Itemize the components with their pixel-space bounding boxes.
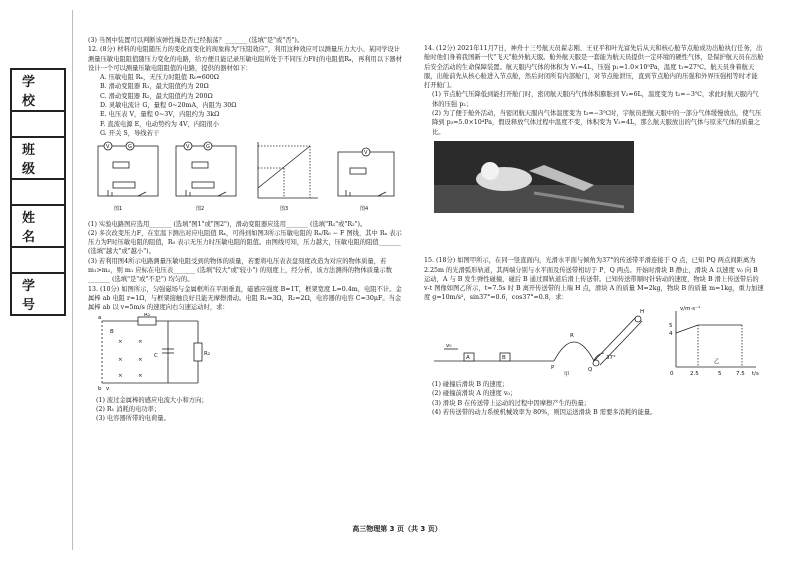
class-label: 班 级: [12, 138, 64, 180]
q12-figures: [88, 138, 406, 216]
v0-label: v₀: [446, 342, 452, 349]
q15-part: (4) 若传送带的动力系统机械效率为 80%，则因运送滑块 B 需要多消耗的能量。: [432, 408, 657, 416]
q15-part: (2) 碰撞前滑块 A 的速度 v₀；: [432, 390, 517, 398]
name-label: 姓 名: [12, 206, 64, 248]
q14-stem: 14. (12分) 2021年11月7日，神舟十三号航天员翟志刚、王亚平和叶光富先后从天和核心舱节点舱成功出舱执行任务，出舱时他们身着我国新一代"飞天"舱外航天服。舱外航天服是一套能为航天员提供一定环境的硬性气体，是保护航天员在出舱后安全活动的生命保障装置。航天服内气体的体积为 V₁=4L，压强 p₁=1.0×10⁵Pa，温度 t₁=27℃。航天员身着航天服，出舱前先从核心舱进入节点舱，然后封闭所有内部舱门，对节点舱泄压，直到节点舱内的压强和外界压强相等时才能打开舱门。: [424, 45, 764, 90]
q13-part: (2) R₁ 消耗的电功率；: [96, 406, 161, 414]
graph-tick-x: 2.5: [690, 370, 699, 377]
right-column: [424, 44, 764, 417]
q11-part3: (3) 当图中装置可以判断该弹性绳是否已经振荡？_______ (选填"是"或"否")。: [88, 37, 304, 44]
q15-stem: 15. (18分) 如图甲所示，在同一竖直面内，光滑水平面与倾角为37°的传送带平滑连接于 Q 点，已知 PQ 两点间距离为 2.25m 的光滑弧形轨道，其两端分别与水平面及传送带相切于 P、Q 两点。开始时滑块 B 静止，滑块 A 以速度 v₀ 向 B 运动，A 与 B 发生弹性碰撞，碰后 B 通过圆轨道后滑上传送带。已知传送带顺时针转动的速度，物块 B 滑上传送带后的 v-t 图像如图乙所示，t=7.5s 时 B 离开传送带的上端 H 点，滑块 A 的质量 M=2kg，物块 B 的质量 m=1kg，重力加速度 g=10m/s²，sin37°=0.6，cos37°=0.8，求：: [424, 257, 764, 302]
binding-line: [72, 10, 73, 550]
q15-part: (1) 碰撞后滑块 B 的速度；: [432, 381, 509, 389]
q12-option: F. 直流电源 E，电动势约为 4V，内阻很小: [100, 120, 219, 128]
graph-ylabel: v/m·s⁻¹: [680, 305, 701, 312]
fig3-label: 图3: [280, 206, 289, 213]
q12-option: G. 开关 S，导线若干: [100, 129, 160, 137]
q12-option: A. 压敏电阻 Rₓ，无压力时阻值 R₀=600Ω: [100, 74, 220, 82]
q12-part2: (2) 多次改变压力F，在室温下测出对应电阻值 Rₓ，可得到如图3所示压敏电阻的 Rₓ/R₀ − F 图线，其中 Rₓ 表示压力为F时压敏电阻的阻值，R₀ 表示无压力时压敏电阻的阻值。由图线可知，压力越大，压敏电阻的阻值_______ (选填"越大"或"越小")。: [88, 229, 402, 256]
q12-stem: 12. (8分) 材料的电阻随压力的变化而变化的现象称为"压阻效应"，利用这种效应可以测量压力大小。某同学设计测量压敏电阻阻值随压力变化的电路，给方便且能记录压敏电阻所处于不同压力F时的电阻值Rₓ，再利用以下器材设计一个可以测量压敏电阻阻值的电路，提供的器材如下：: [88, 46, 403, 72]
q12-option: C. 滑动变阻器 R₂，最大阻值约为 200Ω: [100, 92, 213, 100]
q14-part: (2) 为了便于舱外活动，当密闭航天服内气体温度变为 t₃=−3℃时，宇航员把航天服中的一部分气体缓慢放出，使气压降到 p₃=5.0×10⁴Pa，假设释放气体过程中温度不变，体积变为 V₃=4L，那么航天服放出的气体与原来气体的质量之比。: [432, 110, 762, 136]
terminal-b-label: b: [98, 385, 102, 392]
cross-mark: ×: [118, 338, 123, 345]
velocity-label: v: [106, 385, 110, 392]
galvanometer-symbol: G: [128, 144, 132, 151]
school-blank: [12, 112, 64, 138]
q15-part: (3) 滑块 B 在传送带上运动的过程中因摩擦产生的热量；: [432, 399, 591, 407]
class-blank: [12, 180, 64, 206]
graph-xlabel: t/s: [752, 370, 759, 377]
r1-label: R₁: [144, 312, 151, 318]
fig-jia-label: 甲: [564, 371, 570, 377]
capacitor-label: C: [154, 352, 158, 359]
q14-part: (1) 节点舱气压降低到能打开舱门时，密闭航天服内气体体积膨胀到 V₂=6L，温度变为 t₂=−3℃，求此时航天服内气体的压强 p₂；: [432, 91, 759, 108]
graph-tick-x: 5: [718, 370, 722, 377]
block-b-label: B: [502, 354, 506, 361]
q12-part3: (3) 若利用图4所示电路测量压敏电阻受到的物体的质量，若要将电压表表盘刻度改造为对应的物体质量，若 m₁>m₂，则 m₁ 应标在电压表_______ (选填"较大"或"较小") 的刻度上，经分析，该方法测得的物体质量示数_______ (选填"是"或"不是") 均匀的。: [88, 257, 392, 284]
left-column: [88, 36, 406, 424]
q15-figures: [424, 303, 764, 377]
student-id-label: 学 号: [22, 279, 46, 313]
cross-mark: ×: [138, 338, 143, 345]
r2-label: R₂: [204, 350, 211, 357]
graph-tick-x: 7.5: [736, 370, 745, 377]
q13-stem: 13. (10分) 如图所示，匀强磁场与金属框所在平面垂直，磁感应强度 B=1T，框架宽度 L=0.4m，电阻不计。金属棒 ab 电阻 r=1Ω，与框架接触良好且能无摩擦滑动。电阻 R₁=3Ω，R₂=2Ω，电容器的电容 C=30μF。当金属棒 ab 以 v=5m/s 的速度向右匀速运动时，求：: [88, 285, 402, 312]
voltmeter-symbol: V: [186, 144, 190, 151]
name-blank: [12, 248, 64, 274]
q13-figure: [88, 313, 406, 393]
point-h-label: H: [640, 308, 645, 315]
q12-part1: (1) 实验电路图应选用_______ (选填"图1"或"图2")，滑动变阻器应选用_______ (选填"R₁"或"R₂")。: [88, 220, 367, 228]
q12-option: D. 灵敏电流计 G，量程 0~20mA，内阻为 30Ω: [100, 102, 237, 110]
q12-option: B. 滑动变阻器 R₁，最大阻值约为 20Ω: [100, 83, 209, 91]
q12-option: E. 电压表 V，量程 0~3V，内阻约为 3kΩ: [100, 111, 220, 119]
graph-tick-y: 5: [669, 322, 673, 329]
q13-part: (3) 电容器所带的电荷量。: [96, 415, 170, 423]
galvanometer-symbol: G: [206, 144, 210, 151]
fig-yi-label: 乙: [714, 358, 720, 365]
graph-tick-y: 4: [669, 330, 673, 337]
fig1-label: 图1: [114, 206, 123, 213]
graph-origin: 0: [670, 370, 674, 377]
voltmeter-symbol: V: [106, 144, 110, 151]
voltmeter-symbol: V: [364, 150, 368, 157]
b-field-label: B: [110, 328, 114, 335]
block-a-label: A: [466, 354, 470, 361]
cross-mark: ×: [118, 356, 123, 363]
terminal-a-label: a: [98, 314, 102, 321]
radius-label: R: [570, 332, 574, 339]
angle-label: 37°: [606, 354, 616, 361]
school-label: 学 校: [12, 70, 64, 112]
cross-mark: ×: [118, 372, 123, 379]
q13-part: (1) 流过金属棒的感应电流大小和方向；: [96, 396, 208, 404]
cross-mark: ×: [138, 356, 143, 363]
page-footer: 高三物理第 3 页（共 3 页）: [352, 525, 442, 533]
point-q-label: Q: [588, 366, 593, 373]
cross-mark: ×: [138, 372, 143, 379]
fig2-label: 图2: [196, 206, 205, 213]
student-info-box: [10, 68, 66, 316]
point-p-label: P: [551, 364, 555, 371]
astronaut-photo: [434, 141, 634, 213]
fig4-label: 图4: [360, 206, 369, 213]
